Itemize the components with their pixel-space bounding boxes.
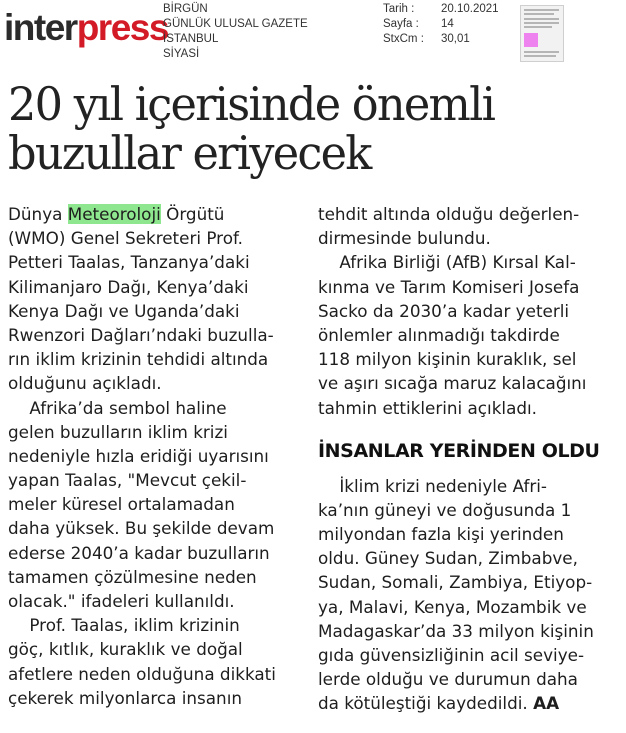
body-line: Sacko da 2030’a kadar yeterli	[318, 300, 570, 321]
article-column-left	[8, 202, 298, 710]
body-line: gıda güvensizliğinin acil seviye-	[318, 645, 585, 665]
body-line: meler küresel ortalamadan	[8, 494, 235, 515]
interpress-logo	[4, 6, 168, 50]
newspaper-city: İSTANBUL	[163, 33, 219, 45]
page-thumbnail	[520, 5, 564, 62]
body-text: Örgütü	[160, 204, 225, 224]
body-line: Afrika’da sembol haline	[8, 397, 227, 418]
page-label: Sayfa :	[383, 18, 419, 30]
body-line: oldu. Güney Sudan, Zimbabve,	[318, 548, 578, 569]
body-line: Prof. Taalas, iklim krizinin	[8, 615, 240, 636]
stxcm-label: StxCm :	[383, 33, 424, 45]
agency-signature: AA	[533, 693, 560, 714]
date-label: Tarih :	[383, 3, 415, 15]
body-line: tamamen çözülmesine neden	[8, 566, 257, 587]
body-line: yapan Taalas, "Mevcut çekil-	[8, 470, 247, 491]
body-line: Rwenzori Dağları’ndaki buzulla-	[8, 324, 274, 345]
article-headline	[8, 77, 590, 180]
body-line: göç, kıtlık, kuraklık ve doğal	[8, 639, 243, 660]
highlighted-keyword: Meteoroloji	[67, 204, 161, 224]
body-line: 118 milyon kişinin kuraklık, sel	[318, 349, 577, 370]
article-column-right	[318, 202, 618, 716]
body-line: Kilimanjaro Dağı, Kenya’daki	[8, 276, 249, 297]
body-line: Madagaskar’da 33 milyon kişinin	[318, 620, 594, 641]
newspaper-name: BİRGÜN	[163, 3, 208, 15]
section-subheading: İNSANLAR YERİNDEN OLDU	[318, 439, 600, 462]
body-line: lerde olduğu ve durumun daha	[318, 669, 578, 690]
body-line: Petteri Taalas, Tanzanya’daki	[8, 252, 250, 273]
body-line	[8, 202, 298, 226]
body-text: da kötüleştiği kaydedildi.	[318, 693, 534, 714]
body-line: (WMO) Genel Sekreteri Prof.	[8, 228, 243, 249]
body-line: olacak." ifadeleri kullanıldı.	[8, 591, 235, 611]
date-value: 20.10.2021	[441, 3, 499, 15]
body-line: İklim krizi nedeniyle Afri-	[318, 475, 547, 496]
body-line: tahmin ettiklerini açıkladı.	[318, 397, 538, 418]
body-line: tehdit altında olduğu değerlen-	[318, 204, 580, 224]
body-line: nedeniyle hızla eridiği uyarısını	[8, 445, 269, 466]
body-line: önlemler alınmadığı takdirde	[318, 324, 560, 345]
publication-info	[163, 2, 308, 62]
meta-labels	[383, 2, 424, 47]
body-line: afetlere neden olduğuna dikkati	[8, 663, 276, 684]
body-line: rın iklim krizinin tehdidi altında	[8, 349, 269, 370]
page-value: 14	[441, 18, 454, 30]
logo-text-inter: inter	[4, 7, 77, 48]
body-line: Kenya Dağı ve Uganda’daki	[8, 300, 240, 321]
body-line: milyondan fazla kişi yerinden	[318, 524, 564, 545]
body-line: ka’nın güneyi ve doğusunda 1	[318, 499, 572, 520]
body-line: dirmesinde bulundu.	[318, 228, 491, 249]
newspaper-section: SİYASİ	[163, 48, 200, 60]
body-line: Sudan, Somali, Zambiya, Etiyop-	[318, 572, 593, 593]
body-line: kınma ve Tarım Komiseri Josefa	[318, 276, 580, 297]
meta-values	[441, 2, 499, 47]
body-line: olduğunu açıkladı.	[8, 373, 162, 394]
headline-line: 20 yıl içerisinde önemli	[8, 77, 495, 131]
logo-text-press: press	[76, 7, 168, 48]
headline-line: buzullar eriyecek	[8, 126, 371, 180]
body-line: ederse 2040’a kadar buzulların	[8, 542, 270, 563]
newspaper-type: GÜNLÜK ULUSAL GAZETE	[163, 18, 308, 30]
body-line: ve aşırı sıcağa maruz kalacağını	[318, 373, 587, 394]
body-line: ya, Malavi, Kenya, Mozambik ve	[318, 596, 587, 617]
body-line: daha yüksek. Bu şekilde devam	[8, 518, 275, 539]
body-line: gelen buzulların iklim krizi	[8, 421, 228, 442]
body-line: çekerek milyonlarca insanın	[8, 687, 242, 708]
body-text: Dünya	[8, 204, 68, 224]
body-line	[318, 691, 618, 715]
stxcm-value: 30,01	[441, 33, 470, 45]
body-line: Afrika Birliği (AfB) Kırsal Kal-	[318, 252, 576, 273]
